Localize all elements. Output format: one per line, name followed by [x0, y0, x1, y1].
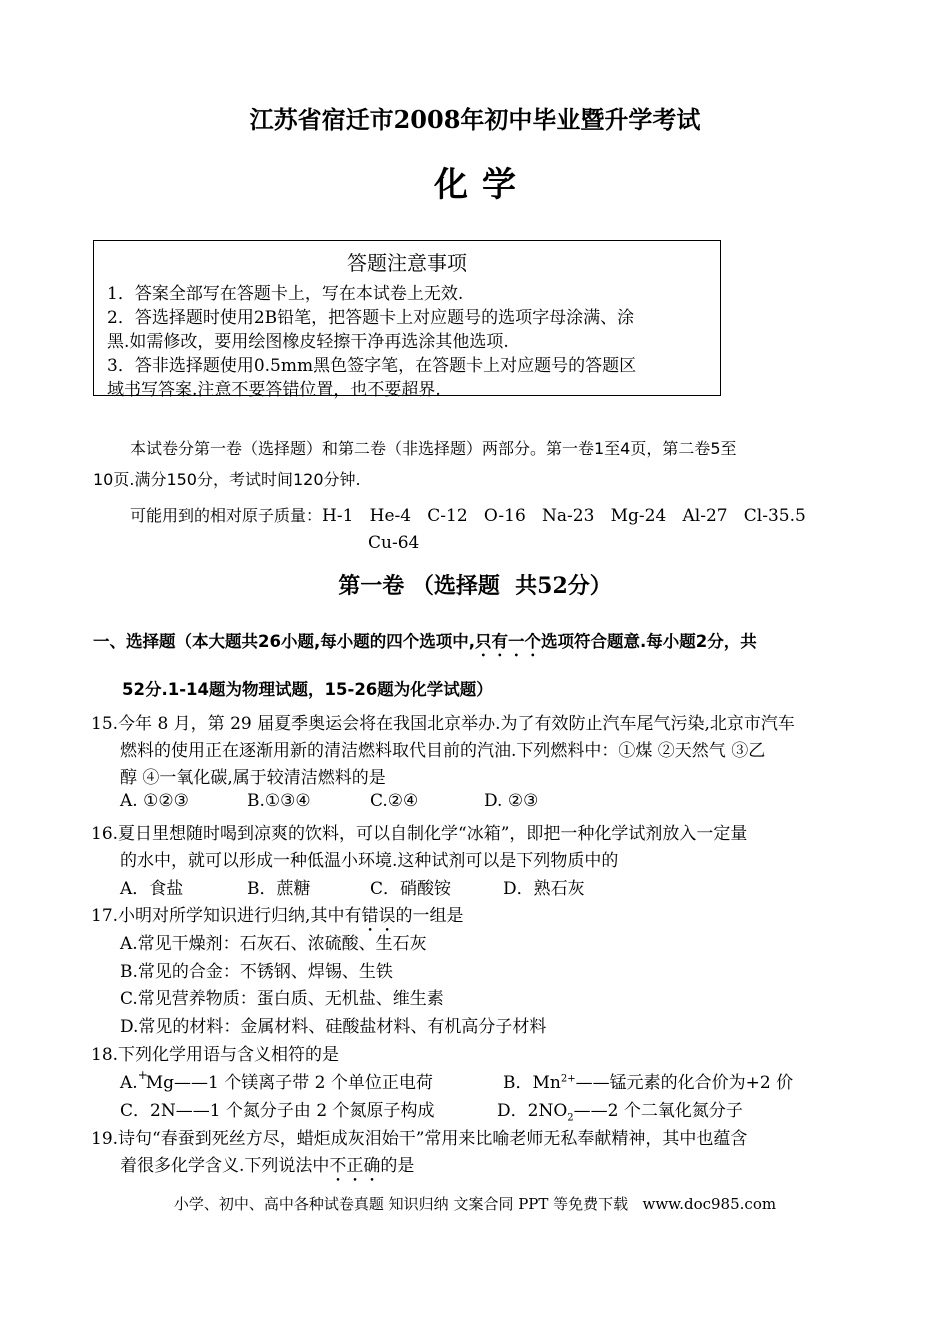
q18-option-b-prefix: B．Mn	[503, 1073, 561, 1093]
q17-option-d: D.常见的材料：金属材料、硅酸盐材料、有机高分子材料	[120, 1017, 547, 1037]
intro-line-1: 本试卷分第一卷（选择题）和第二卷（非选择题）两部分。第一卷1至4页，第二卷5至	[130, 439, 737, 458]
q18-option-a-charge: +	[137, 1068, 148, 1082]
exam-title: 江苏省宿迁市2008年初中毕业暨升学考试	[249, 105, 701, 134]
q17-stem-emphasis: 错误	[361, 906, 396, 926]
q18-option-b-text: ——锰元素的化合价为+2 价	[575, 1073, 794, 1093]
q18-option-a-prefix: A.	[120, 1073, 138, 1093]
q17-option-b: B.常见的合金：不锈钢、焊锡、生铁	[120, 962, 393, 982]
atomic-mass-values-2: Cu-64	[368, 533, 420, 553]
q16-line-2: 的水中，就可以形成一种低温小环境.这种试剂可以是下列物质中的	[120, 851, 619, 871]
q15-option-a: A. ①②③	[120, 791, 189, 811]
part-title: 第一卷 （选择题 共52分）	[338, 573, 612, 599]
atomic-mass-line	[130, 503, 806, 526]
q18-option-b-superscript: 2+	[560, 1073, 576, 1085]
q18-option-d-prefix: D．2NO	[497, 1101, 568, 1121]
atomic-mass-label: 可能用到的相对原子质量：	[130, 506, 323, 525]
notice-line-5: 域书写答案.注意不要答错位置，也不要超界.	[107, 380, 441, 400]
subject-title: 化学	[434, 165, 530, 205]
q16-option-d: D．熟石灰	[503, 879, 585, 899]
q15-line-1: 15.今年 8 月，第 29 届夏季奥运会将在我国北京举办.为了有效防止汽车尾气污染,北京市汽车	[91, 714, 795, 734]
q16-option-b: B．蔗糖	[247, 879, 311, 899]
section-heading-line-1	[93, 628, 757, 660]
notice-heading: 答题注意事项	[347, 251, 467, 275]
section-heading-emphasis: 只有一个	[475, 632, 541, 651]
atomic-mass-values: H-1 He-4 C-12 O-16 Na-23 Mg-24 Al-27 Cl-35.5	[322, 506, 806, 526]
section-heading-part-a: 一、选择题（本大题共26小题,每小题的四个选项中,	[93, 632, 475, 651]
q18-option-d	[497, 1096, 743, 1123]
q18-option-c: C．2N——1 个氮分子由 2 个氮原子构成	[120, 1101, 435, 1121]
q18-line-1: 18.下列化学用语与含义相符的是	[91, 1045, 340, 1065]
notice-line-4: 3．答非选择题使用0.5mm黑色签字笔，在答题卡上对应题号的答题区	[107, 356, 637, 376]
q15-option-d: D. ②③	[484, 791, 539, 811]
section-heading-part-b: 选项符合题意.每小题2分，共	[541, 632, 757, 651]
q17-stem-a: 17.小明对所学知识进行归纳,其中有	[91, 906, 362, 926]
q15-option-b: B.①③④	[247, 791, 311, 811]
q18-option-b	[503, 1068, 793, 1093]
q15-option-c: C.②④	[370, 791, 419, 811]
q18-option-d-text: ——2 个二氧化氮分子	[573, 1101, 743, 1121]
q18-option-d-subscript: 2	[567, 1112, 574, 1124]
q18-option-a	[120, 1068, 433, 1093]
q17-stem-b: 的一组是	[395, 906, 464, 926]
q15-line-2: 燃料的使用正在逐渐用新的清洁燃料取代目前的汽油.下列燃料中：①煤 ②天然气 ③乙	[120, 741, 766, 761]
section-heading-line-2: 52分.1-14题为物理试题，15-26题为化学试题）	[122, 680, 493, 699]
q19-line-2	[120, 1151, 414, 1186]
q19-stem-a: 着很多化学含义.下列说法中	[120, 1156, 330, 1176]
q16-option-c: C．硝酸铵	[370, 879, 452, 899]
q15-line-3: 醇 ④一氧化碳,属于较清洁燃料的是	[120, 768, 386, 788]
q19-stem-emphasis: 不正确	[329, 1156, 381, 1176]
notice-line-2: 2．答选择题时使用2B铅笔，把答题卡上对应题号的选项字母涂满、涂	[107, 308, 635, 328]
q16-option-a: A．食盐	[120, 879, 184, 899]
page-footer: 小学、初中、高中各种试卷真题 知识归纳 文案合同 PPT 等免费下载 www.doc985.com	[173, 1195, 777, 1213]
q19-line-1: 19.诗句“春蚕到死丝方尽，蜡炬成灰泪始干”常用来比喻老师无私奉献精神，其中也蕴含	[91, 1129, 748, 1149]
notice-line-1: 1．答案全部写在答题卡上，写在本试卷上无效.	[107, 284, 464, 304]
intro-line-2: 10页.满分150分，考试时间120分钟.	[93, 470, 361, 489]
q19-stem-b: 的是	[380, 1156, 415, 1176]
q18-option-a-text: Mg——1 个镁离子带 2 个单位正电荷	[145, 1073, 433, 1093]
q17-option-a: A.常见干燥剂：石灰石、浓硫酸、生石灰	[120, 934, 427, 954]
notice-box	[93, 240, 721, 400]
q16-line-1: 16.夏日里想随时喝到凉爽的饮料，可以自制化学“冰箱”，即把一种化学试剂放入一定量	[91, 824, 748, 844]
notice-line-3: 黑.如需修改，要用绘图橡皮轻擦干净再选涂其他选项.	[107, 332, 509, 352]
q17-option-c: C.常见营养物质：蛋白质、无机盐、维生素	[120, 989, 444, 1009]
